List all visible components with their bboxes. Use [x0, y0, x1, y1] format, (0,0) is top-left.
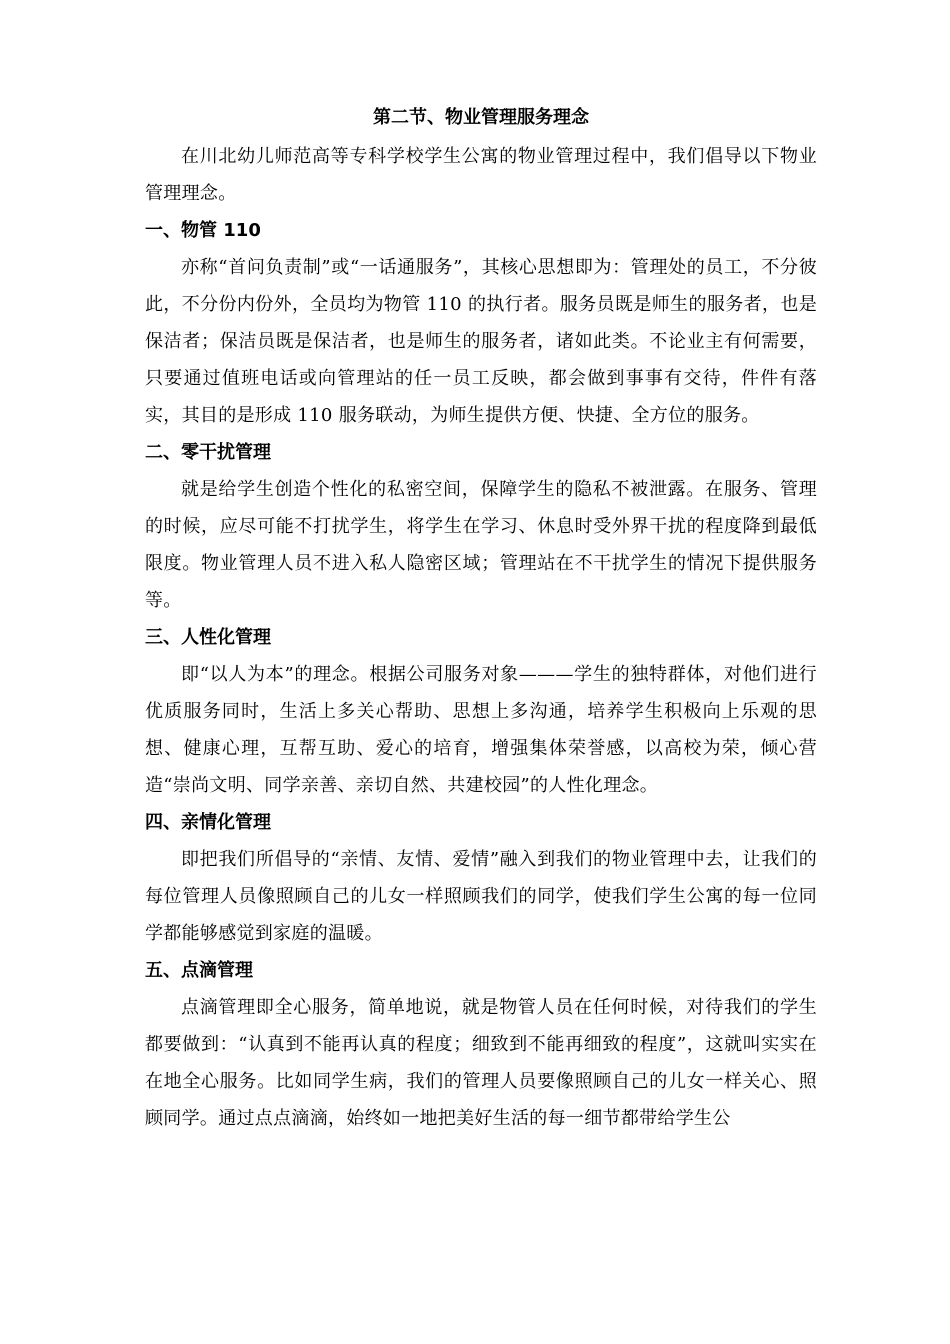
section-heading: 四、亲情化管理: [145, 812, 271, 833]
section-4: [145, 804, 817, 952]
section-heading: 二、零干扰管理: [145, 442, 271, 463]
section-paragraph: 点滴管理即全心服务，简单地说，就是物管人员在任何时候，对待我们的学生都要做到：“认真到不能再认真的程度；细致到不能再细致的程度”，这就叫实实在在地全心服务。比如同学生病，我们的管理人员要像照顾自己的儿女一样关心、照顾同学。通过点点滴滴，始终如一地把美好生活的每一细节都带给学生公: [145, 997, 817, 1129]
section-paragraph: 即“以人为本”的理念。根据公司服务对象———学生的独特群体，对他们进行优质服务同时，生活上多关心帮助、思想上多沟通，培养学生积极向上乐观的思想、健康心理，互帮互助、爱心的培育，增强集体荣誉感，以高校为荣，倾心营造“崇尚文明、同学亲善、亲切自然、共建校园”的人性化理念。: [145, 664, 817, 796]
section-1: [145, 212, 817, 434]
section-paragraph: 即把我们所倡导的“亲情、友情、爱情”融入到我们的物业管理中去，让我们的每位管理人员像照顾自己的儿女一样照顾我们的同学，使我们学生公寓的每一位同学都能够感觉到家庭的温暖。: [145, 849, 817, 944]
section-heading: 五、点滴管理: [145, 960, 253, 981]
section-2: [145, 434, 817, 619]
section-5: [145, 952, 817, 1137]
section-3: [145, 619, 817, 804]
section-heading: 一、物管 110: [145, 220, 261, 241]
section-heading: 三、人性化管理: [145, 627, 271, 648]
intro-paragraph: 在川北幼儿师范高等专科学校学生公寓的物业管理过程中，我们倡导以下物业管理理念。: [145, 146, 817, 204]
page-title: 第二节、物业管理服务理念: [373, 107, 589, 128]
section-paragraph: 就是给学生创造个性化的私密空间，保障学生的隐私不被泄露。在服务、管理的时候，应尽可能不打扰学生，将学生在学习、休息时受外界干扰的程度降到最低限度。物业管理人员不进入私人隐密区域；管理站在不干扰学生的情况下提供服务等。: [145, 479, 817, 611]
section-paragraph: 亦称“首问负责制”或“一话通服务”，其核心思想即为：管理处的员工，不分彼此，不分份内份外，全员均为物管 110 的执行者。服务员既是师生的服务者，也是保洁者；保洁员既是保洁者，也是师生的服务者，诸如此类。不论业主有何需要，只要通过值班电话或向管理站的任一员工反映，都会做到事事有交待，件件有落实，其目的是形成 110 服务联动，为师生提供方便、快捷、全方位的服务。: [145, 257, 817, 426]
document-body: [145, 104, 817, 1137]
